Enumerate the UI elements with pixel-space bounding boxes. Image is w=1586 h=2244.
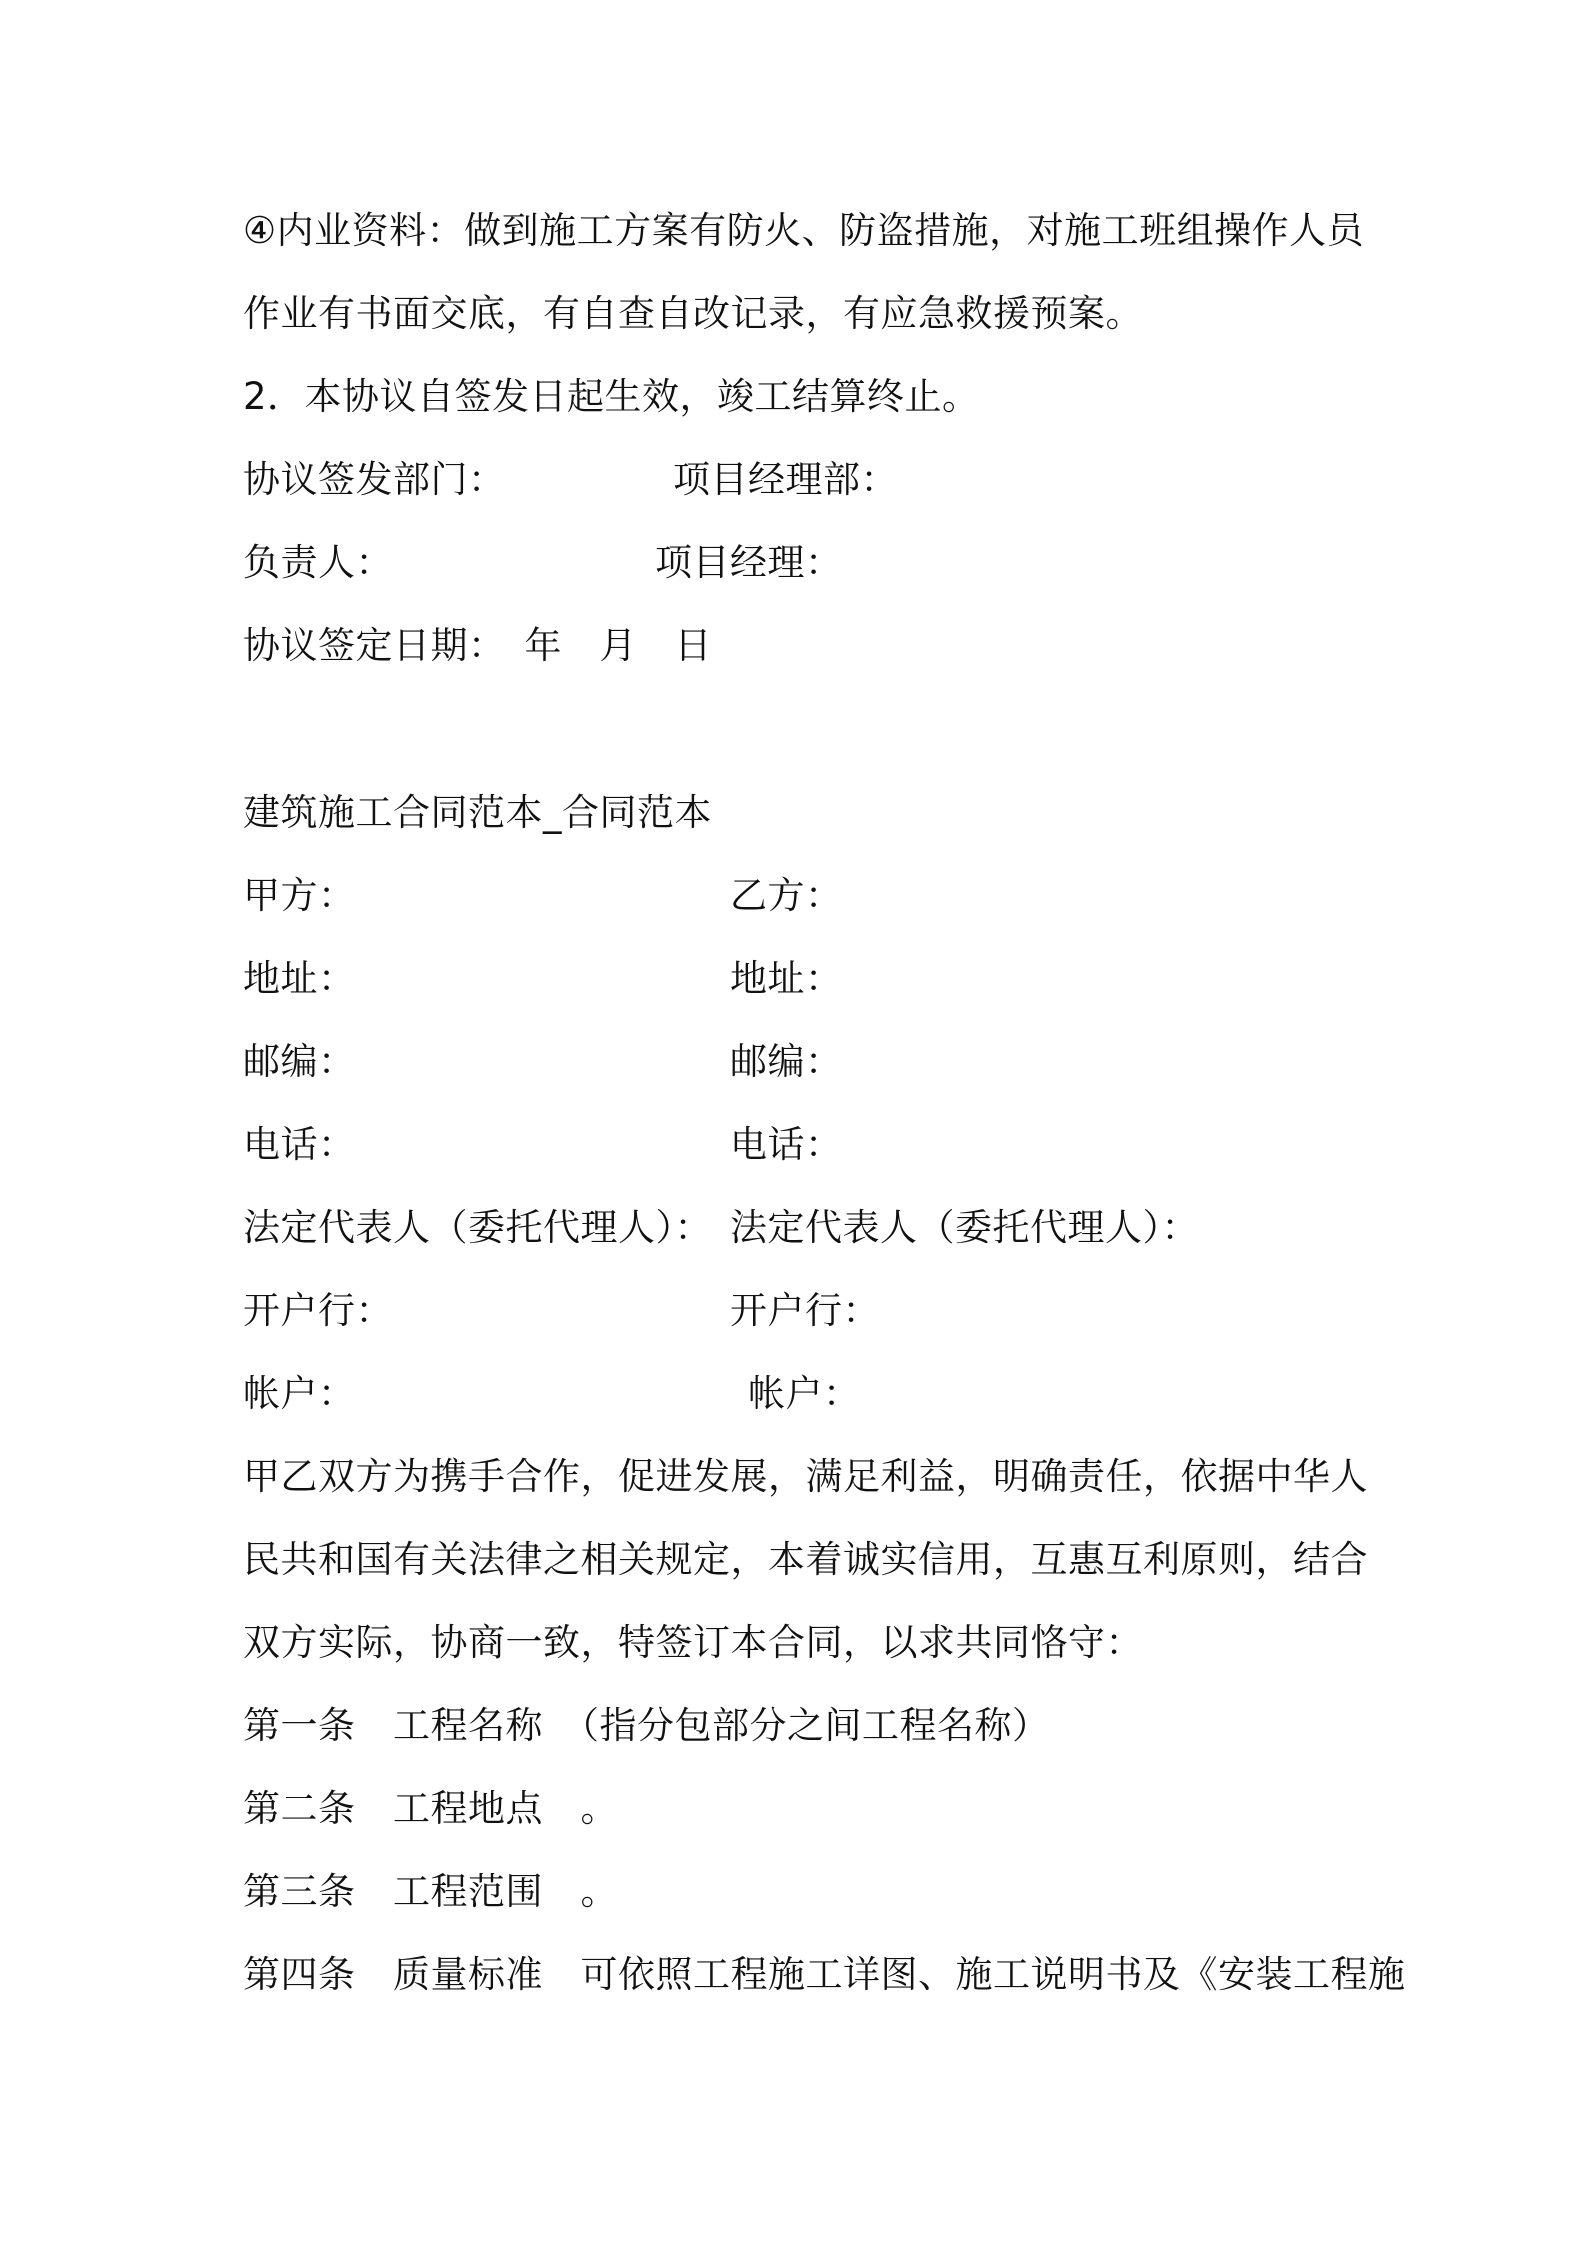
phone-b-label: 电话： — [730, 1123, 843, 1166]
account-b-label: 帐户： — [748, 1372, 861, 1415]
bank-b-label: 开户行： — [730, 1289, 880, 1332]
responsible-label: 负责人： — [243, 541, 393, 584]
sign-date: 协议签定日期： 年 月 日 — [243, 624, 712, 667]
address-a-label: 地址： — [243, 957, 356, 1000]
representative-row — [243, 1202, 1199, 1254]
address-b-label: 地址： — [730, 957, 843, 1000]
clause-2: 2．本协议自签发日起生效，竣工结算终止。 — [243, 375, 980, 418]
phone-row — [243, 1119, 843, 1171]
party-a-label: 甲方： — [243, 874, 356, 917]
sign-dept-label: 协议签发部门： — [243, 458, 506, 501]
article-2: 第二条 工程地点 。 — [243, 1787, 618, 1830]
bank-a-label: 开户行： — [243, 1289, 393, 1332]
article-1: 第一条 工程名称 （指分包部分之间工程名称） — [243, 1704, 1050, 1747]
preamble-line3: 双方实际，协商一致，特签订本合同，以求共同恪守： — [243, 1621, 1143, 1664]
representative-b-label: 法定代表人（委托代理人）： — [730, 1206, 1199, 1249]
project-dept-label: 项目经理部： — [673, 458, 898, 501]
item4-line2: 作业有书面交底，有自查自改记录，有应急救援预案。 — [243, 292, 1143, 335]
bank-row — [243, 1285, 880, 1337]
account-row — [243, 1368, 861, 1420]
address-row — [243, 953, 843, 1005]
account-a-label: 帐户： — [243, 1372, 356, 1415]
postcode-b-label: 邮编： — [730, 1040, 843, 1083]
postcode-a-label: 邮编： — [243, 1040, 356, 1083]
representative-a-label: 法定代表人（委托代理人）： — [243, 1206, 712, 1249]
preamble-line1: 甲乙双方为携手合作，促进发展，满足利益，明确责任，依据中华人 — [243, 1455, 1368, 1498]
sign-row-person — [243, 537, 843, 589]
party-b-label: 乙方： — [730, 874, 843, 917]
postcode-row — [243, 1036, 843, 1088]
article-3: 第三条 工程范围 。 — [243, 1870, 618, 1913]
party-row — [243, 870, 843, 922]
article-4: 第四条 质量标准 可依照工程施工详图、施工说明书及《安装工程施 — [243, 1953, 1406, 1996]
preamble-line2: 民共和国有关法律之相关规定，本着诚实信用，互惠互利原则，结合 — [243, 1538, 1368, 1581]
project-manager-label: 项目经理： — [655, 541, 843, 584]
phone-a-label: 电话： — [243, 1123, 356, 1166]
item4-line1: ④内业资料：做到施工方案有防火、防盗措施，对施工班组操作人员 — [243, 209, 1365, 252]
contract-title: 建筑施工合同范本_合同范本 — [243, 791, 712, 834]
sign-row-dept — [243, 454, 898, 506]
